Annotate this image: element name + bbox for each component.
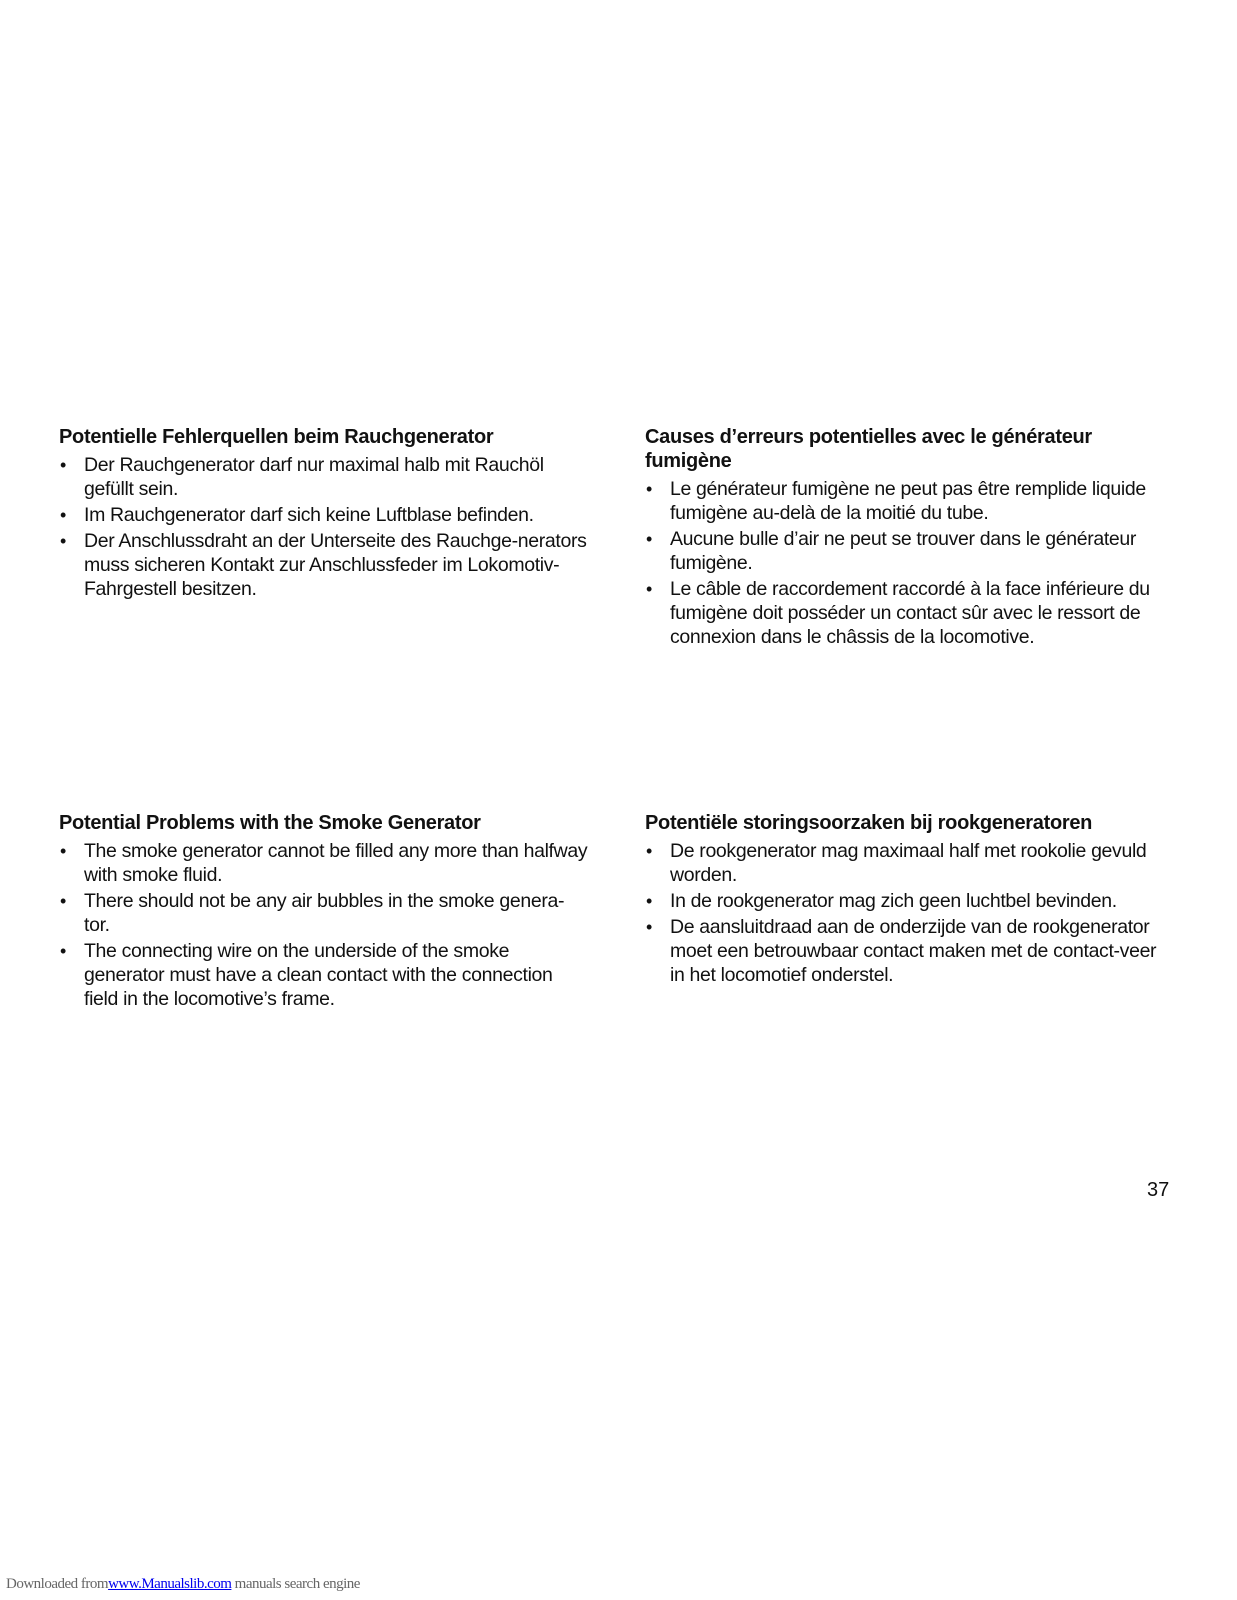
bullet-icon: • [646,529,652,549]
bullet-icon: • [60,841,66,861]
manualslib-link[interactable]: www.Manualslib.com [108,1576,232,1592]
footer [6,1576,360,1593]
list-item [645,577,1175,649]
bullet-icon: • [646,579,652,599]
list-item-text: The connecting wire on the underside of the smoke generator must have a clean contact with the connection field in the locomotive’s frame. [84,940,553,1010]
list-item-text: Le générateur fumigène ne peut pas être remplide liquide fumigène au-delà de la moitié du tube. [670,478,1146,524]
list-item-text: Der Rauchgenerator darf nur maximal halb mit Rauchöl gefüllt sein. [84,454,544,500]
bullet-list-french [645,477,1175,649]
bullet-icon: • [60,455,66,475]
bullet-list-german [59,453,589,601]
section-german [59,425,589,603]
bullet-list-english [59,839,589,1011]
bullet-icon: • [60,505,66,525]
list-item [59,529,589,601]
section-title-german: Potentielle Fehlerquellen beim Rauchgenerator [59,426,494,448]
list-item-text: Im Rauchgenerator darf sich keine Luftblase befinden. [84,504,534,526]
list-item-text: In de rookgenerator mag zich geen luchtbel bevinden. [670,890,1117,912]
list-item-text: De aansluitdraad aan de onderzijde van de rookgenerator moet een betrouwbaar contact maken met de contact-veer in het locomotief onderstel. [670,916,1157,986]
section-english [59,811,589,1013]
section-title-french: Causes d’erreurs potentielles avec le générateur fumigène [645,426,1092,472]
list-item [59,453,589,501]
list-item [645,915,1175,987]
bullet-icon: • [646,891,652,911]
list-item [59,889,589,937]
footer-prefix: Downloaded from [6,1576,109,1592]
list-item-text: Der Anschlussdraht an der Unterseite des Rauchge-nerators muss sicheren Kontakt zur Anschlussfeder im Lokomotiv-Fahrgestell besitzen. [84,530,587,600]
list-item [59,839,589,887]
list-item [59,503,589,527]
bullet-icon: • [60,891,66,911]
bullet-list-dutch [645,839,1175,987]
list-item-text: There should not be any air bubbles in the smoke genera-tor. [84,890,565,936]
list-item [645,839,1175,887]
list-item [645,527,1175,575]
section-title-english: Potential Problems with the Smoke Generator [59,812,481,834]
list-item-text: Aucune bulle d’air ne peut se trouver dans le générateur fumigène. [670,528,1137,574]
footer-suffix: manuals search engine [234,1576,360,1592]
section-french [645,425,1175,651]
bullet-icon: • [646,479,652,499]
page-number: 37 [1147,1179,1170,1201]
list-item [645,889,1175,913]
list-item-text: Le câble de raccordement raccordé à la face inférieure du fumigène doit posséder un contact sûr avec le ressort de connexion dans le châssis de la locomotive. [670,578,1150,648]
bullet-icon: • [60,531,66,551]
bullet-icon: • [646,917,652,937]
bullet-icon: • [646,841,652,861]
list-item-text: The smoke generator cannot be filled any more than halfway with smoke fluid. [84,840,588,886]
list-item [645,477,1175,525]
section-dutch [645,811,1175,989]
list-item-text: De rookgenerator mag maximaal half met rookolie gevuld worden. [670,840,1147,886]
bullet-icon: • [60,941,66,961]
section-title-dutch: Potentiële storingsoorzaken bij rookgeneratoren [645,812,1093,834]
list-item [59,939,589,1011]
